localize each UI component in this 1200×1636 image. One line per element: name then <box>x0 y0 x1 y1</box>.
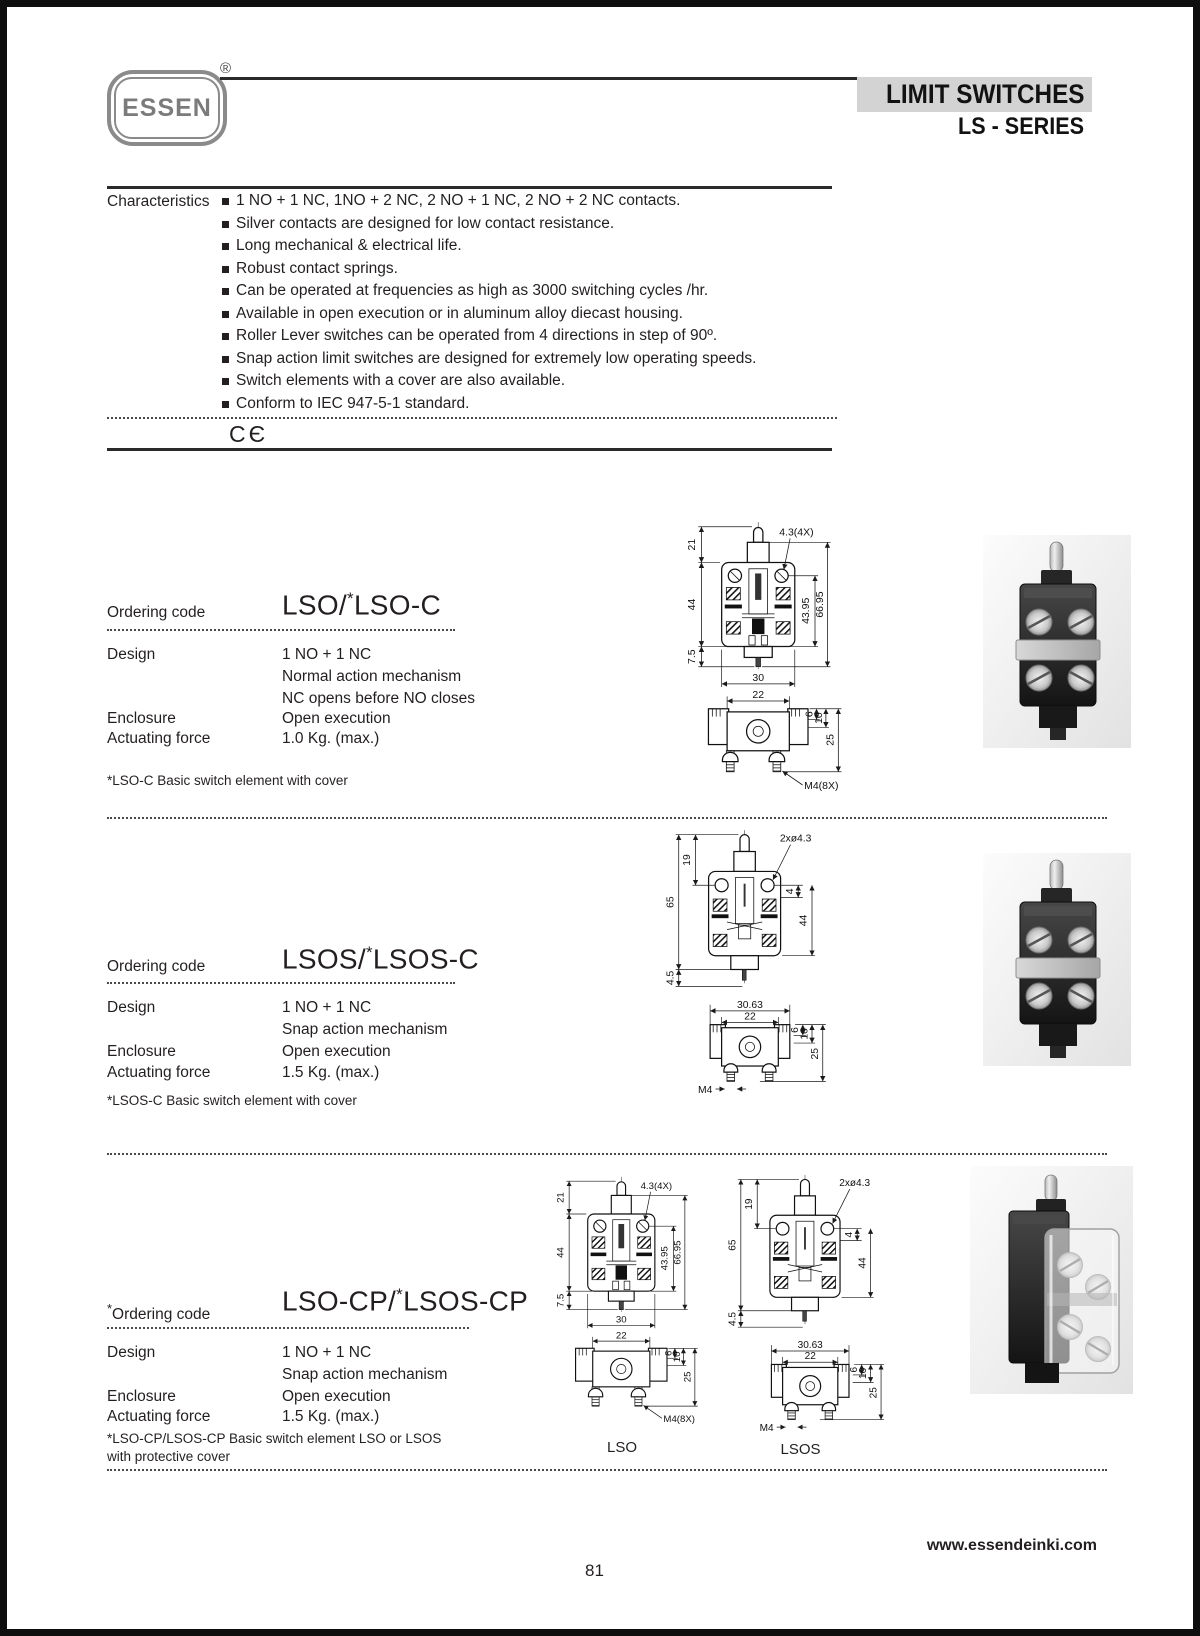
svg-text:M4: M4 <box>759 1422 774 1434</box>
enclosure-label: Enclosure <box>107 1043 176 1060</box>
characteristics-label: Characteristics <box>107 193 210 210</box>
ce-mark: CЄ <box>229 421 269 447</box>
svg-text:6: 6 <box>849 1366 861 1373</box>
square-bullet-icon <box>222 356 229 363</box>
svg-text:4: 4 <box>784 888 796 895</box>
enclosure-value: Open execution <box>282 1388 391 1405</box>
square-bullet-icon <box>222 243 229 250</box>
svg-text:22: 22 <box>615 1330 627 1342</box>
characteristics-list <box>222 191 882 416</box>
characteristic-item: Can be operated at frequencies as high as 3000 switching cycles /hr. <box>222 281 882 304</box>
characteristics-rule-top <box>107 186 832 189</box>
design-value: Snap action mechanism <box>282 1021 448 1038</box>
svg-text:M4(8X): M4(8X) <box>663 1413 695 1425</box>
actuating-force-label: Actuating force <box>107 730 211 747</box>
footnote-line2: with protective cover <box>107 1449 231 1464</box>
svg-text:2xø4.3: 2xø4.3 <box>839 1178 871 1190</box>
square-bullet-icon <box>222 266 229 273</box>
design-value: 1 NO + 1 NC <box>282 999 372 1016</box>
drawing-caption-lso: LSO <box>606 1439 637 1456</box>
design-label: Design <box>107 1344 156 1361</box>
characteristic-item: 1 NO + 1 NC, 1NO + 2 NC, 2 NO + 1 NC, 2 NO + 2 NC contacts. <box>222 191 882 214</box>
design-value: 1 NO + 1 NC <box>282 646 372 663</box>
svg-text:4.5: 4.5 <box>727 1311 739 1326</box>
square-bullet-icon <box>222 333 229 340</box>
design-value: Snap action mechanism <box>282 1366 448 1383</box>
ordering-separator <box>107 982 455 984</box>
svg-text:65: 65 <box>665 896 677 908</box>
footer-website: www.essendeinki.com <box>926 1537 1097 1554</box>
svg-text:6: 6 <box>790 1027 802 1033</box>
svg-text:19: 19 <box>744 1198 756 1210</box>
svg-text:25: 25 <box>825 734 837 746</box>
svg-text:44: 44 <box>555 1247 567 1258</box>
svg-text:21: 21 <box>687 538 699 551</box>
svg-text:4.5: 4.5 <box>665 970 677 986</box>
footnote: *LSO-C Basic switch element with cover <box>107 773 348 788</box>
svg-text:19: 19 <box>682 854 694 866</box>
square-bullet-icon <box>222 198 229 205</box>
svg-text:4: 4 <box>843 1231 855 1238</box>
design-value: NC opens before NO closes <box>282 690 475 707</box>
enclosure-value: Open execution <box>282 710 391 727</box>
svg-text:10: 10 <box>858 1367 870 1380</box>
svg-text:66.95: 66.95 <box>814 591 826 618</box>
svg-text:66.95: 66.95 <box>672 1240 684 1265</box>
svg-text:43.95: 43.95 <box>800 597 812 624</box>
actuating-force-value: 1.5 Kg. (max.) <box>282 1408 380 1425</box>
svg-text:4.3(4X): 4.3(4X) <box>779 527 814 539</box>
essen-logo <box>107 60 231 146</box>
characteristic-item: Silver contacts are designed for low contact resistance. <box>222 214 882 237</box>
svg-text:65: 65 <box>727 1239 739 1251</box>
characteristic-item: Conform to IEC 947-5-1 standard. <box>222 394 882 417</box>
svg-text:44: 44 <box>687 598 699 611</box>
ordering-separator <box>107 629 455 631</box>
characteristic-item: Robust contact springs. <box>222 259 882 282</box>
svg-text:6: 6 <box>663 1350 675 1356</box>
svg-text:6: 6 <box>804 711 816 718</box>
series-subtitle-wrap <box>857 113 1084 141</box>
svg-text:22: 22 <box>752 689 765 701</box>
svg-text:30.63: 30.63 <box>737 999 763 1011</box>
svg-text:30: 30 <box>752 672 765 684</box>
header-rule <box>220 77 857 80</box>
actuating-force-label: Actuating force <box>107 1408 211 1425</box>
technical-drawing-lso <box>661 519 857 805</box>
page-title: LIMIT SWITCHES <box>885 79 1084 109</box>
technical-drawing-lsos <box>645 827 835 1103</box>
series-subtitle: LS - SERIES <box>957 113 1084 140</box>
svg-text:25: 25 <box>682 1371 694 1383</box>
ordering-code-value: LSO-CP/*LSOS-CP <box>282 1285 529 1317</box>
ordering-code-value: LSO/*LSO-C <box>282 589 442 621</box>
characteristic-item: Roller Lever switches can be operated from 4 directions in step of 90º. <box>222 326 882 349</box>
characteristic-item: Long mechanical & electrical life. <box>222 236 882 259</box>
section-separator <box>107 1153 1107 1155</box>
square-bullet-icon <box>222 221 229 228</box>
page-number: 81 <box>585 1561 604 1580</box>
characteristics-dotted-rule <box>107 417 837 419</box>
actuating-force-value: 1.0 Kg. (max.) <box>282 730 380 747</box>
characteristic-item: Snap action limit switches are designed for extremely low operating speeds. <box>222 349 882 372</box>
enclosure-value: Open execution <box>282 1043 391 1060</box>
characteristic-item: Switch elements with a cover are also available. <box>222 371 882 394</box>
svg-text:7.5: 7.5 <box>687 649 699 664</box>
svg-text:25: 25 <box>868 1387 880 1399</box>
svg-text:M4: M4 <box>698 1084 713 1096</box>
registered-trademark-icon: ® <box>219 60 231 77</box>
section-separator <box>107 1469 1107 1471</box>
svg-text:10: 10 <box>671 1351 683 1363</box>
svg-text:7.5: 7.5 <box>555 1293 567 1308</box>
product-photo-lso-cp <box>969 1165 1134 1395</box>
design-label: Design <box>107 646 156 663</box>
svg-text:M4(8X): M4(8X) <box>804 780 839 792</box>
title-bar <box>857 77 1092 112</box>
footnote: *LSOS-C Basic switch element with cover <box>107 1093 357 1108</box>
enclosure-label: Enclosure <box>107 1388 176 1405</box>
svg-text:22: 22 <box>804 1351 816 1363</box>
section-separator <box>107 817 1107 819</box>
svg-text:10: 10 <box>813 712 825 724</box>
svg-text:2xø4.3: 2xø4.3 <box>779 833 812 845</box>
product-photo-lsos <box>982 852 1132 1067</box>
design-value: Normal action mechanism <box>282 668 462 685</box>
characteristics-rule-bottom <box>107 448 832 451</box>
actuating-force-label: Actuating force <box>107 1064 211 1081</box>
product-photo-lso <box>982 534 1132 749</box>
footnote: *LSO-CP/LSOS-CP Basic switch element LSO or LSOS <box>107 1431 442 1446</box>
svg-text:21: 21 <box>555 1192 567 1203</box>
actuating-force-value: 1.5 Kg. (max.) <box>282 1064 380 1081</box>
svg-text:44: 44 <box>798 914 810 927</box>
enclosure-label: Enclosure <box>107 710 176 727</box>
square-bullet-icon <box>222 311 229 318</box>
svg-text:25: 25 <box>810 1048 822 1060</box>
square-bullet-icon <box>222 378 229 385</box>
drawing-caption-lsos: LSOS <box>780 1441 821 1458</box>
svg-text:44: 44 <box>857 1257 869 1269</box>
svg-text:43.95: 43.95 <box>659 1246 671 1271</box>
ordering-code-label: *Ordering code <box>107 1301 211 1324</box>
technical-drawing-lsos-small <box>708 1172 893 1441</box>
svg-text:10: 10 <box>799 1028 811 1040</box>
svg-text:30: 30 <box>615 1314 627 1326</box>
ordering-code-label: Ordering code <box>107 604 206 621</box>
square-bullet-icon <box>222 401 229 408</box>
design-label: Design <box>107 999 156 1016</box>
characteristic-item: Available in open execution or in aluminum alloy diecast housing. <box>222 304 882 327</box>
svg-text:22: 22 <box>744 1011 756 1023</box>
ordering-separator <box>107 1327 469 1329</box>
technical-drawing-lso-small <box>532 1174 712 1437</box>
ordering-code-label: Ordering code <box>107 958 206 975</box>
svg-text:30.63: 30.63 <box>797 1340 823 1352</box>
logo-text: ESSEN <box>122 93 212 122</box>
ordering-code-value: LSOS/*LSOS-C <box>282 943 479 975</box>
svg-text:4.3(4X): 4.3(4X) <box>640 1180 673 1192</box>
square-bullet-icon <box>222 288 229 295</box>
design-value: 1 NO + 1 NC <box>282 1344 372 1361</box>
